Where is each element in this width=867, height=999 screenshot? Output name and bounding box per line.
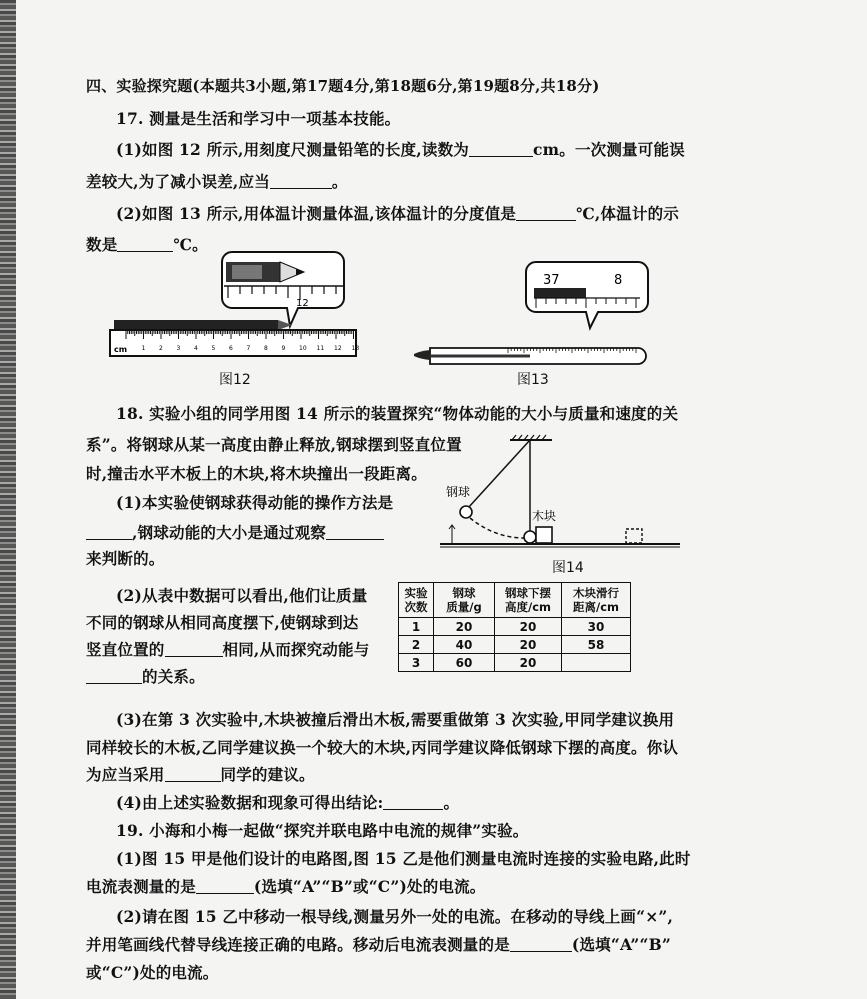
q19-p2-text-c: (选填“A”“B” [571,935,671,954]
q18-p3-text-d: 同学的建议。 [220,765,315,784]
q18-p2-text-d: 相同,从而探究动能与 [222,640,370,659]
answer-blank[interactable] [86,669,142,684]
ruler-number: 1 [141,345,146,352]
q18-p4-text-a: (4)由上述实验数据和现象可得出结论: [116,793,384,812]
q17-p2-text-a: (2)如图 13 所示,用体温计测量体温,该体温计的分度值是 [116,204,517,223]
q17-p2-text-c: 数是 [86,235,118,254]
q18-part3-line2: 同样较长的木板,乙同学建议换一个较大的木块,丙同学建议降低钢球下摆的高度。你认 [86,738,679,757]
fig13-caption: 图13 [517,372,549,388]
table-cell: 20 [495,636,562,654]
table-cell: 40 [434,636,495,654]
ruler-number: 9 [281,345,286,352]
figure-14 [440,434,690,556]
q18-p1-text-b: ,钢球动能的大小是通过观察 [132,523,326,542]
table-cell: 20 [495,618,562,636]
fig13-label-37: 37 [543,273,560,288]
table-row [399,654,631,672]
q18-part3-line3 [86,763,315,785]
experiment-table [398,582,631,672]
table-cell: 20 [495,654,562,672]
table-cell: 58 [562,636,631,654]
q18-part1-line2 [86,521,384,543]
q19-p2-text-b: 并用笔画线代替导线连接正确的电路。移动后电流表测量的是 [86,935,510,954]
q18-part4 [116,791,459,813]
q19-part1-line1: (1)图 15 甲是他们设计的电路图,图 15 乙是他们测量电流时连接的实验电路,此时 [116,849,691,868]
q18-p2-text-c: 竖直位置的 [86,640,165,659]
table-header-row [399,583,631,618]
ruler-number: 6 [229,345,233,352]
ruler-number: 13 [351,345,360,352]
answer-blank[interactable] [510,937,572,952]
q17-part1-line2 [86,170,348,192]
answer-blank[interactable] [469,142,533,157]
ruler-number: 11 [316,345,325,352]
q18-part1-line3: 来判断的。 [86,549,165,568]
fig14-label-ball: 钢球 [446,485,471,499]
q19-p1-text-c: (选填“A”“B”或“C”)处的电流。 [253,877,486,896]
table-cell: 20 [434,618,495,636]
q19-part1-line2 [86,875,486,897]
answer-blank[interactable] [326,525,384,540]
ruler-number: 8 [264,345,268,352]
table-row [399,636,631,654]
ruler-number: 12 [334,345,342,352]
answer-blank[interactable] [165,767,221,782]
answer-blank[interactable] [516,206,576,221]
q17-p1-text-d: 。 [331,172,348,191]
q19-p1-text-b: 电流表测量的是 [86,877,196,896]
table-header: 钢球下摆 高度/cm [495,583,562,618]
q19-part2-line3: 或“C”)处的电流。 [86,963,219,982]
q18-p4-text-b: 。 [443,793,460,812]
q17-stem: 17. 测量是生活和学习中一项基本技能。 [116,109,401,128]
answer-blank[interactable] [165,642,223,657]
q18-line2: 系”。将钢球从某一高度由静止释放,钢球摆到竖直位置 [86,435,462,454]
q18-line3: 时,撞击水平木板上的木块,将木块撞出一段距离。 [86,464,427,483]
fig12-tick-label: 12 [296,298,309,309]
q19-part2-line2 [86,933,671,955]
table-cell: 30 [562,618,631,636]
q17-p1-text-c: 差较大,为了减小误差,应当 [86,172,270,191]
q18-p3-text-c: 为应当采用 [86,765,165,784]
q18-part2-line1: (2)从表中数据可以看出,他们让质量 [116,586,368,605]
fig14-caption: 图14 [552,560,584,576]
q18-part1-line1: (1)本实验使钢球获得动能的操作方法是 [116,493,394,512]
table-cell: 3 [399,654,434,672]
q17-p2-text-b: ℃,体温计的示 [576,204,679,223]
section-title: 四、实验探究题(本题共3小题,第17题4分,第18题6分,第19题8分,共18分) [86,77,600,95]
q18-part2-line2: 不同的钢球从相同高度摆下,使钢球到达 [86,613,359,632]
ruler-number: 4 [194,345,198,352]
figure-13 [412,256,662,366]
q18-part3-line1: (3)在第 3 次实验中,木块被撞后滑出木板,需要重做第 3 次实验,甲同学建议换用 [116,710,675,729]
table-header: 实验 次数 [399,583,434,618]
answer-blank[interactable] [86,525,132,540]
q17-p1-text-b: cm。一次测量可能误 [533,140,685,159]
fig12-unit: cm [114,345,128,354]
q17-part2-line1 [116,202,679,224]
ruler-number: 7 [246,345,251,352]
q18-part2-line4 [86,665,205,687]
fig13-label-8: 8 [614,273,623,288]
table-header: 木块滑行 距离/cm [562,583,631,618]
fig12-caption: 图12 [219,372,251,388]
fig14-label-block: 木块 [532,509,557,523]
ruler-number: 2 [159,345,163,352]
answer-blank[interactable] [270,174,332,189]
q18-p2-text-e: 的关系。 [142,667,205,686]
q19-stem: 19. 小海和小梅一起做“探究并联电路中电流的规律”实验。 [116,821,529,840]
q18-part2-line3 [86,638,369,660]
table-cell: 2 [399,636,434,654]
ruler-number: 10 [299,345,307,352]
q18-line1: 18. 实验小组的同学用图 14 所示的装置探究“物体动能的大小与质量和速度的关 [116,404,679,423]
table-header: 钢球 质量/g [434,583,495,618]
table-cell [562,654,631,672]
table-cell: 1 [399,618,434,636]
answer-blank[interactable] [383,795,443,810]
table-cell: 60 [434,654,495,672]
table-row [399,618,631,636]
ruler-number: 3 [176,345,181,352]
answer-blank[interactable] [196,879,254,894]
q17-p1-text-a: (1)如图 12 所示,用刻度尺测量铅笔的长度,读数为 [116,140,470,159]
q19-part2-line1: (2)请在图 15 乙中移动一根导线,测量另外一处的电流。在移动的导线上画“×”, [116,907,674,926]
figure-12 [108,248,368,363]
ruler-number: 5 [211,345,216,352]
q17-p2-text-d: ℃。 [173,235,208,254]
q17-part1-line1 [116,138,685,160]
